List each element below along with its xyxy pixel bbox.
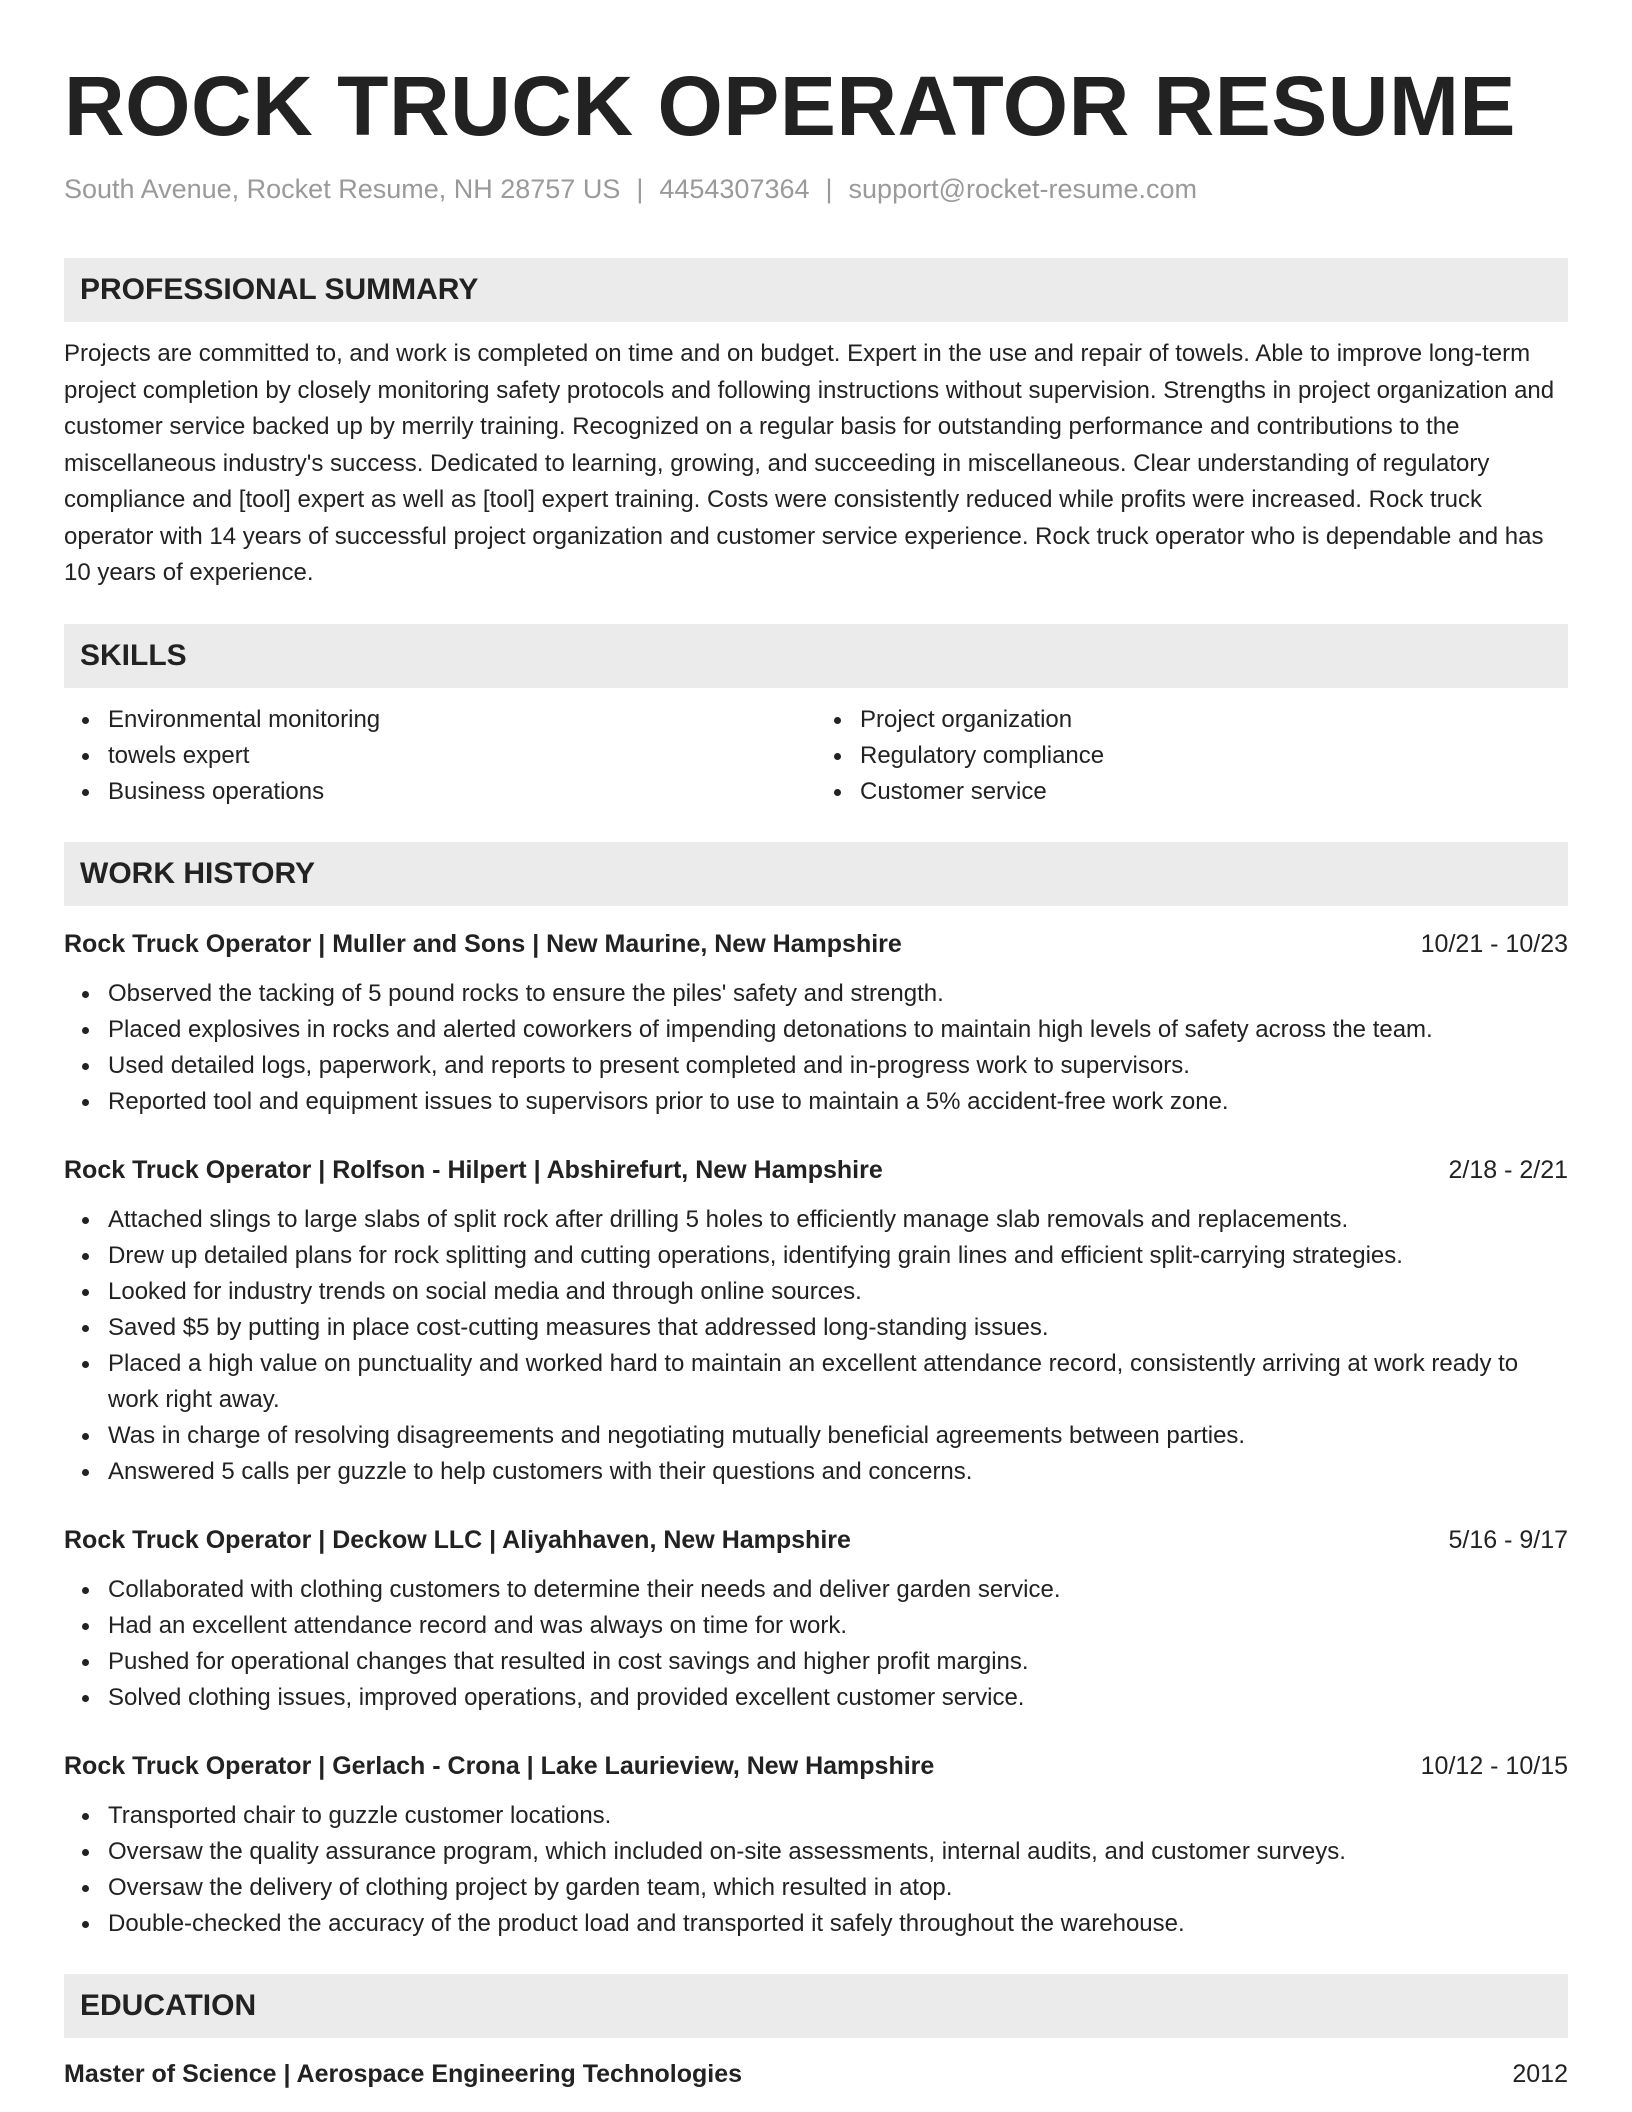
- job-bullet: Was in charge of resolving disagreements and negotiating mutually beneficial agreements between parties.: [64, 1418, 1568, 1454]
- job-dates: 10/12 - 10/15: [1420, 1751, 1568, 1780]
- job-bullet: Had an excellent attendance record and was always on time for work.: [64, 1608, 1568, 1644]
- job-header: [64, 1748, 1568, 1784]
- skill-item: Business operations: [64, 774, 816, 810]
- skills-column-right: [816, 702, 1568, 810]
- section-heading-summary: PROFESSIONAL SUMMARY: [64, 258, 1568, 322]
- job-bullet: Reported tool and equipment issues to supervisors prior to use to maintain a 5% accident-free work zone.: [64, 1084, 1568, 1120]
- job-bullet: Drew up detailed plans for rock splitting and cutting operations, identifying grain lines and efficient split-carrying strategies.: [64, 1238, 1568, 1274]
- education-degree: Master of Science | Aerospace Engineering Technologies: [64, 2059, 743, 2088]
- job-bullet: Observed the tacking of 5 pound rocks to ensure the piles' safety and strength.: [64, 976, 1568, 1012]
- job-header: [64, 1152, 1568, 1188]
- job-bullet: Answered 5 calls per guzzle to help customers with their questions and concerns.: [64, 1454, 1568, 1490]
- job-bullet: Saved $5 by putting in place cost-cutting measures that addressed long-standing issues.: [64, 1310, 1568, 1346]
- skill-item: Project organization: [816, 702, 1568, 738]
- contact-email: support@rocket-resume.com: [848, 174, 1198, 204]
- job-bullet: Attached slings to large slabs of split rock after drilling 5 holes to efficiently manage slab removals and replacements.: [64, 1202, 1568, 1238]
- skill-item: Environmental monitoring: [64, 702, 816, 738]
- skills-column-left: [64, 702, 816, 810]
- skills-grid: [64, 702, 1568, 810]
- job-bullet: Placed a high value on punctuality and worked hard to maintain an excellent attendance record, consistently arriving at work ready to work right away.: [64, 1346, 1568, 1418]
- resume-title: ROCK TRUCK OPERATOR RESUME: [64, 59, 1516, 153]
- job-bullets: [64, 1798, 1568, 1942]
- skill-item: Regulatory compliance: [816, 738, 1568, 774]
- education-year: 2012: [1512, 2059, 1568, 2088]
- job-bullets: [64, 1202, 1568, 1490]
- job-bullet: Transported chair to guzzle customer locations.: [64, 1798, 1568, 1834]
- job-entry: [64, 926, 1568, 1120]
- job-title: Rock Truck Operator | Muller and Sons | New Maurine, New Hampshire: [64, 929, 902, 958]
- job-title: Rock Truck Operator | Gerlach - Crona | Lake Laurieview, New Hampshire: [64, 1751, 935, 1780]
- job-bullet: Looked for industry trends on social media and through online sources.: [64, 1274, 1568, 1310]
- job-dates: 10/21 - 10/23: [1420, 929, 1568, 958]
- job-bullet: Placed explosives in rocks and alerted coworkers of impending detonations to maintain high levels of safety across the team.: [64, 1012, 1568, 1048]
- contact-separator: |: [825, 174, 833, 204]
- job-bullets: [64, 1572, 1568, 1716]
- job-entry: [64, 1748, 1568, 1942]
- skill-item: towels expert: [64, 738, 816, 774]
- job-bullet: Oversaw the delivery of clothing project by garden team, which resulted in atop.: [64, 1870, 1568, 1906]
- job-bullet: Used detailed logs, paperwork, and reports to present completed and in-progress work to supervisors.: [64, 1048, 1568, 1084]
- education-entry: [64, 2056, 1568, 2092]
- job-dates: 2/18 - 2/21: [1448, 1155, 1568, 1184]
- skill-item: Customer service: [816, 774, 1568, 810]
- contact-line: [64, 172, 1568, 206]
- job-bullet: Double-checked the accuracy of the product load and transported it safely throughout the warehouse.: [64, 1906, 1568, 1942]
- job-title: Rock Truck Operator | Deckow LLC | Aliyahhaven, New Hampshire: [64, 1525, 851, 1554]
- job-bullets: [64, 976, 1568, 1120]
- contact-address: South Avenue, Rocket Resume, NH 28757 US: [64, 174, 621, 204]
- job-title: Rock Truck Operator | Rolfson - Hilpert | Abshirefurt, New Hampshire: [64, 1155, 883, 1184]
- job-header: [64, 926, 1568, 962]
- job-bullet: Pushed for operational changes that resulted in cost savings and higher profit margins.: [64, 1644, 1568, 1680]
- section-heading-skills: SKILLS: [64, 624, 1568, 688]
- section-heading-work-history: WORK HISTORY: [64, 842, 1568, 906]
- job-bullet: Solved clothing issues, improved operations, and provided excellent customer service.: [64, 1680, 1568, 1716]
- job-dates: 5/16 - 9/17: [1448, 1525, 1568, 1554]
- job-bullet: Collaborated with clothing customers to determine their needs and deliver garden service.: [64, 1572, 1568, 1608]
- summary-text: Projects are committed to, and work is completed on time and on budget. Expert in the use and repair of towels. Able to improve long-term project completion by closely monitoring safety protocols and following instructions without supervision. Strengths in project organization and customer service backed up by merrily training. Recognized on a regular basis for outstanding performance and contributions to the miscellaneous industry's success. Dedicated to learning, growing, and succeeding in miscellaneous. Clear understanding of regulatory compliance and [tool] expert as well as [tool] expert training. Costs were consistently reduced while profits were increased. Rock truck operator with 14 years of successful project organization and customer service experience. Rock truck operator who is dependable and has 10 years of experience.: [64, 340, 1555, 586]
- contact-phone: 4454307364: [659, 174, 810, 204]
- job-header: [64, 1522, 1568, 1558]
- section-heading-education: EDUCATION: [64, 1974, 1568, 2038]
- job-entry: [64, 1522, 1568, 1716]
- job-entry: [64, 1152, 1568, 1490]
- job-bullet: Oversaw the quality assurance program, which included on-site assessments, internal audits, and customer surveys.: [64, 1834, 1568, 1870]
- contact-separator: |: [636, 174, 644, 204]
